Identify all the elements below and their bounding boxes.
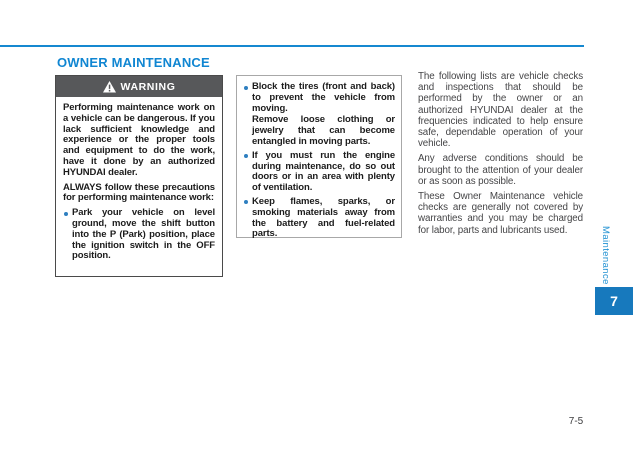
paragraph: Any adverse conditions should be brought to the attention of your dealer or as soon as possible. <box>418 153 583 187</box>
bullet-text: If you must run the engine during maintenance, do so out doors or in an area with plenty of ventilation. <box>252 149 395 194</box>
chapter-number-badge: 7 <box>595 287 633 315</box>
bullet-item <box>243 151 395 194</box>
bullet-dot-icon <box>244 154 248 158</box>
header-rule <box>0 45 584 47</box>
paragraph: The following lists are vehicle checks and inspections that should be performed by the owner or an authorized HYUNDAI dealer at the frequencies indicated to help ensure safe, dependable operation of your vehicle. <box>418 71 583 150</box>
warning-triangle-icon <box>103 81 116 93</box>
bullet-item <box>243 197 395 240</box>
bullet-dot-icon <box>64 212 68 216</box>
paragraph: ALWAYS follow these precautions for performing maintenance work: <box>63 181 215 204</box>
bullet-text <box>252 82 395 148</box>
bullet-dot-icon <box>244 86 248 90</box>
warning-box <box>55 75 223 277</box>
warning-title: WARNING <box>120 80 176 93</box>
warning-box-body <box>56 97 222 262</box>
info-column <box>418 71 583 240</box>
bullet-item <box>243 82 395 148</box>
bullet-main-text: Block the tires (front and back) to prevent the vehicle from moving. <box>252 81 395 114</box>
bullet-sub-text: Remove loose clothing or jewelry that can become entangled in moving parts. <box>252 114 395 147</box>
chapter-tab-label: Maintenance <box>600 226 611 285</box>
bullet-dot-icon <box>244 200 248 204</box>
warning-box-continued <box>236 75 402 238</box>
bullet-item <box>63 208 215 262</box>
bullet-text: Keep flames, sparks, or smoking materials away from the battery and fuel-related parts. <box>252 195 395 240</box>
paragraph: Performing maintenance work on a vehicle can be dangerous. If you lack sufficient knowledge and experience or the proper tools and equipment to do the work, have it done by an authorized HYUNDAI dealer. <box>63 102 215 178</box>
page-title: OWNER MAINTENANCE <box>57 55 210 70</box>
bullet-text: Park your vehicle on level ground, move the shift button into the P (Park) position, place the ignition switch in the OFF position. <box>72 207 215 262</box>
paragraph: These Owner Maintenance vehicle checks are generally not covered by warranties and you may be charged for labor, parts and lubricants used. <box>418 191 583 236</box>
warning-box-header <box>56 76 222 97</box>
page-number: 7-5 <box>568 416 584 427</box>
